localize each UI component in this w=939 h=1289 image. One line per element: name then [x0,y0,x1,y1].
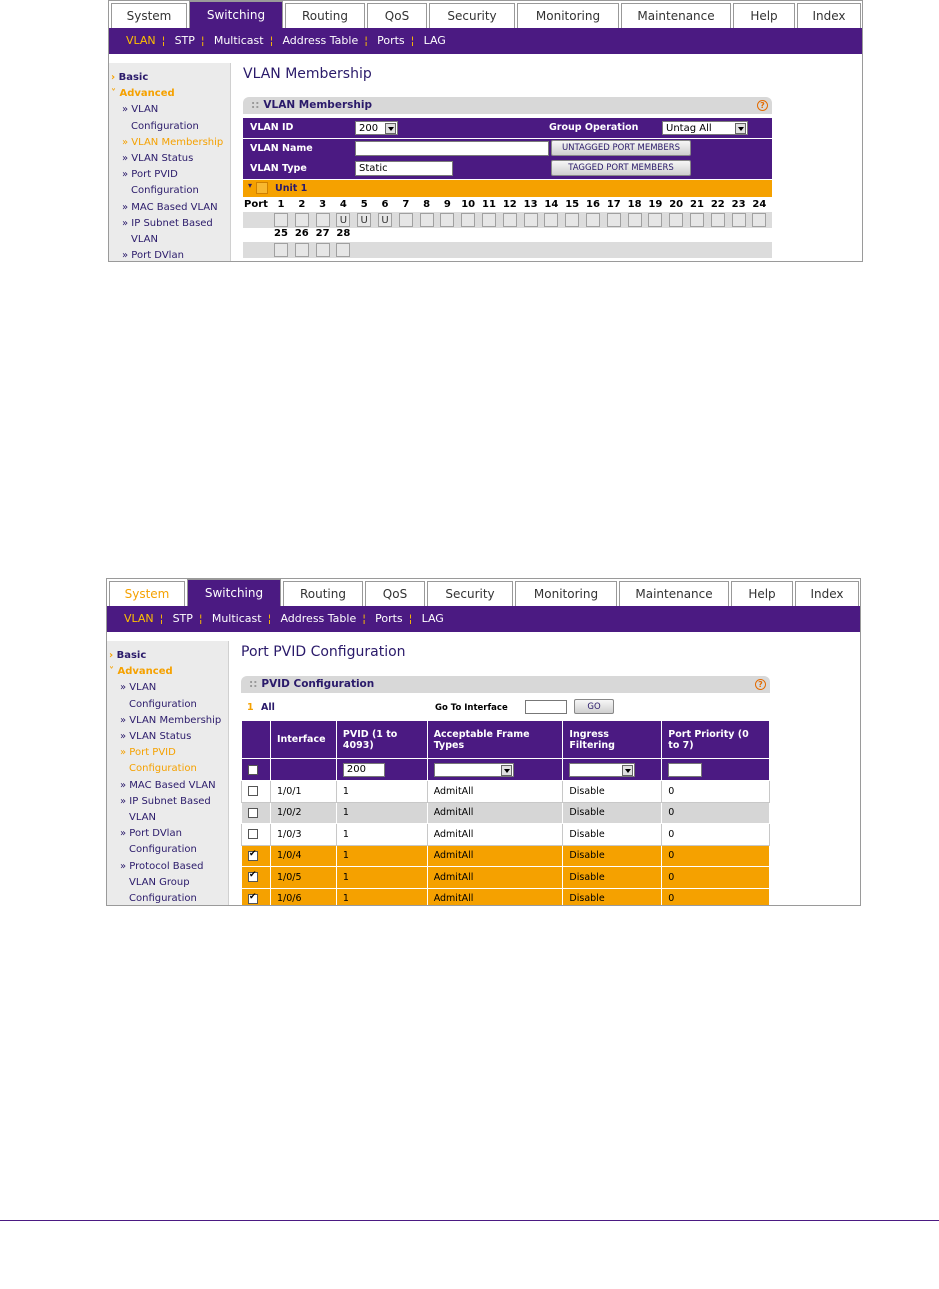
port-toggle[interactable] [336,243,350,257]
tab-switching[interactable]: Switching [189,1,283,28]
goto-interface-label: Go To Interface [435,703,508,713]
tab-routing[interactable]: Routing [285,3,365,28]
row-checkbox[interactable] [248,808,258,818]
pvid-table [241,720,770,906]
tab-qos[interactable]: QoS [367,3,427,28]
cell-pvid: 1 [336,802,427,824]
vlan-name-label: VLAN Name [250,143,313,154]
sidebar-item-label: Port PVID [129,747,176,759]
sidebar-item[interactable] [107,891,228,906]
sidebar-item-label: Configuration [129,763,197,775]
chevron-down-icon [501,765,512,776]
sidebar-item[interactable] [107,713,228,729]
sidebar-item-label: MAC Based VLAN [129,779,216,791]
port-toggle[interactable] [316,213,330,227]
sidebar-item-label: Advanced [117,666,173,678]
vlan-type-value: Static [355,161,453,176]
double-chevron-icon: » [120,795,130,807]
port-toggle[interactable] [544,213,558,227]
cell-interface: 1/0/3 [270,824,336,846]
port-number: 3 [319,199,327,210]
cell-interface: 1/0/2 [270,802,336,824]
group-operation-label: Group Operation [549,122,639,133]
left-menu [109,63,231,261]
tab-help[interactable]: Help [731,581,793,606]
cell-frame: AdmitAll [427,845,563,867]
cell-priority: 0 [662,824,770,846]
port-toggle[interactable]: U [336,213,350,227]
go-button[interactable]: GO [574,699,614,714]
tab-qos[interactable]: QoS [365,581,425,606]
edit-row [242,759,770,781]
subnav-ports[interactable]: Ports [377,34,405,47]
page-title: VLAN Membership [243,66,372,82]
tab-monitoring[interactable]: Monitoring [517,3,619,28]
unit-label: Unit 1 [275,183,308,194]
sub-nav: VLAN ¦ STP ¦ Multicast ¦ Address Table ¦ Ports ¦ LAG [107,606,860,632]
port-toggle[interactable] [274,243,288,257]
vlan-membership-screenshot [108,0,863,262]
sidebar-item[interactable] [109,167,230,183]
port-number: 13 [523,199,538,210]
vlan-name-row [243,139,772,159]
table-row[interactable] [242,888,770,906]
port-number: 1 [277,199,285,210]
double-chevron-icon: » [120,731,130,743]
table-row[interactable] [242,781,770,803]
port-toggle[interactable] [440,213,454,227]
port-number: 7 [402,199,410,210]
cell-pvid: 1 [336,781,427,803]
subnav-address-table[interactable]: Address Table [280,612,357,625]
port-number: 5 [360,199,368,210]
sidebar-item-label: VLAN [131,104,159,116]
port-toggle[interactable] [461,213,475,227]
vlan-type-row [243,159,772,179]
sidebar-item-label: Port DVlan [129,828,182,840]
help-icon[interactable]: ? [755,679,766,690]
sidebar-item-label: VLAN Status [129,731,192,743]
cell-interface: 1/0/5 [270,867,336,889]
subnav-lag[interactable]: LAG [423,34,446,47]
sidebar-item-label: Configuration [129,844,197,856]
header-frame-types: Acceptable Frame Types [427,721,563,759]
table-header-row [242,721,770,759]
double-chevron-icon: » [122,104,132,116]
subnav-stp[interactable]: STP [174,34,195,47]
subnav-address-table[interactable]: Address Table [282,34,359,47]
double-chevron-icon: » [122,136,132,148]
port-number: 26 [294,228,309,239]
sidebar-item-label: IP Subnet Based [131,217,213,229]
sidebar-item[interactable] [107,761,228,777]
port-number: 21 [690,199,704,210]
sidebar-item[interactable] [109,70,230,86]
row-checkbox[interactable] [248,851,258,861]
port-number: 10 [461,199,476,210]
sidebar-item[interactable] [107,680,228,696]
cell-interface: 1/0/1 [270,781,336,803]
sub-nav: VLAN ¦ STP ¦ Multicast ¦ Address Table ¦ Ports ¦ LAG [109,28,862,54]
unit-bar [243,180,772,197]
sidebar-item[interactable] [107,745,228,761]
port-toggle[interactable] [607,213,621,227]
cell-priority: 0 [662,888,770,906]
tab-index[interactable]: Index [797,3,861,28]
double-chevron-icon: » [120,747,130,759]
port-toggle[interactable] [669,213,683,227]
cell-priority: 0 [662,802,770,824]
double-chevron-icon: » [122,250,132,262]
chevron-right-icon: › [109,650,117,661]
cell-ingress: Disable [563,781,662,803]
sidebar-item[interactable] [109,151,230,167]
tab-maintenance[interactable]: Maintenance [619,581,729,606]
port-number: 20 [669,199,684,210]
tab-system[interactable]: System [109,581,185,606]
cell-ingress: Disable [563,888,662,906]
vlan-name-input[interactable] [355,141,549,156]
sidebar-item[interactable] [109,232,230,248]
table-row[interactable] [242,824,770,846]
double-chevron-icon: » [122,201,132,213]
tab-index[interactable]: Index [795,581,859,606]
header-interface: Interface [270,721,336,759]
cell-pvid: 1 [336,888,427,906]
port-toggle[interactable]: U [357,213,371,227]
footer-divider [0,1220,939,1221]
double-chevron-icon: » [122,153,132,165]
panel-title: VLAN Membership [263,99,372,111]
panel-header: :: VLAN Membership ? [243,97,772,114]
pvid-configuration-screenshot [106,578,861,906]
port-toggle[interactable] [399,213,413,227]
tab-security[interactable]: Security [429,3,515,28]
port-number: 27 [315,228,330,239]
port-toggle[interactable] [295,243,309,257]
port-number: 12 [502,199,517,210]
cell-pvid: 1 [336,867,427,889]
cell-frame: AdmitAll [427,888,563,906]
sidebar-item[interactable] [109,135,230,151]
tab-routing[interactable]: Routing [283,581,363,606]
tab-help[interactable]: Help [733,3,795,28]
cell-ingress: Disable [563,824,662,846]
sidebar-item-label: Protocol Based [129,860,204,872]
double-chevron-icon: » [120,714,130,726]
sidebar-item-label: Advanced [119,88,175,100]
port-number: 8 [423,199,431,210]
port-toggle[interactable] [316,243,330,257]
tab-maintenance[interactable]: Maintenance [621,3,731,28]
cell-ingress: Disable [563,802,662,824]
cell-pvid: 1 [336,845,427,867]
filter-all[interactable]: All [261,702,275,713]
cell-interface: 1/0/4 [270,845,336,867]
sidebar-item[interactable] [107,875,228,891]
header-ingress-filtering: Ingress Filtering [563,721,662,759]
port-number: 22 [710,199,725,210]
port-toggle[interactable] [524,213,538,227]
sidebar-item-label: VLAN [129,812,156,824]
frame-types-select[interactable] [434,763,514,777]
cell-frame: AdmitAll [427,802,563,824]
port-number: 9 [443,199,451,210]
port-number: 4 [339,199,347,210]
vlan-type-label: VLAN Type [250,163,307,174]
port-number: 6 [381,199,389,210]
sidebar-item[interactable] [109,216,230,232]
sidebar-item-label: Configuration [129,893,197,905]
sidebar-item-label: VLAN Membership [129,714,222,726]
sidebar-item-label: VLAN Group [129,876,190,888]
sidebar-item[interactable] [107,648,228,664]
port-toggle[interactable] [690,213,704,227]
port-toggle[interactable] [420,213,434,227]
port-toggle[interactable] [711,213,725,227]
tagged-port-members-button[interactable]: TAGGED PORT MEMBERS [551,160,691,176]
port-priority-input[interactable] [668,763,702,777]
untagged-port-members-button[interactable]: UNTAGGED PORT MEMBERS [551,140,691,156]
sidebar-item-label: Configuration [129,698,197,710]
port-toggle[interactable]: U [378,213,392,227]
page-title: Port PVID Configuration [241,644,406,660]
header-port-priority: Port Priority (0 to 7) [662,721,770,759]
filter-bar [241,694,770,720]
double-chevron-icon: » [120,682,130,694]
cell-priority: 0 [662,867,770,889]
chevron-down-icon [735,123,746,134]
header-select [242,721,271,759]
tab-monitoring[interactable]: Monitoring [515,581,617,606]
port-number: 24 [752,199,767,210]
panel-title: PVID Configuration [261,678,375,690]
help-icon[interactable]: ? [757,100,768,111]
filter-unit-1[interactable]: 1 [247,702,254,713]
port-number: 18 [627,199,642,210]
sidebar-item[interactable] [107,778,228,794]
vlan-id-label: VLAN ID [250,122,294,133]
sidebar-item[interactable] [109,86,230,102]
subnav-vlan[interactable]: VLAN [126,34,156,47]
subnav-vlan[interactable]: VLAN [124,612,154,625]
top-nav [107,579,860,606]
chevron-down-icon: ˅ [111,88,120,100]
tab-system[interactable]: System [111,3,187,28]
vlan-id-row [243,118,772,138]
sidebar-item[interactable] [107,859,228,875]
port-toggle[interactable] [752,213,766,227]
table-row[interactable] [242,845,770,867]
chevron-right-icon: › [111,72,119,83]
port-toggle[interactable] [732,213,746,227]
port-toggle[interactable] [274,213,288,227]
sidebar-item-label: Port PVID [131,169,178,181]
tab-switching[interactable]: Switching [187,579,281,606]
port-toggle[interactable] [503,213,517,227]
row-checkbox[interactable] [248,786,258,796]
cell-ingress: Disable [563,867,662,889]
port-number: 11 [482,199,496,210]
sidebar-item-label: Configuration [131,185,199,197]
double-chevron-icon: » [120,779,130,791]
pvid-input[interactable]: 200 [343,763,385,777]
port-number: 28 [336,228,351,239]
subnav-multicast[interactable]: Multicast [213,34,264,47]
chevron-down-icon [385,123,396,134]
double-chevron-icon: » [122,217,132,229]
cell-ingress: Disable [563,845,662,867]
cell-pvid: 1 [336,824,427,846]
cell-frame: AdmitAll [427,867,563,889]
cell-priority: 0 [662,781,770,803]
port-toggle[interactable] [482,213,496,227]
select-all-checkbox[interactable] [248,765,258,775]
double-chevron-icon: » [120,860,130,872]
sidebar-item[interactable] [107,810,228,826]
subnav-multicast[interactable]: Multicast [211,612,262,625]
row-checkbox[interactable] [248,829,258,839]
port-number: 14 [544,199,559,210]
double-chevron-icon: » [122,169,132,181]
sidebar-item-label: Basic [116,650,147,661]
chevron-down-icon [622,765,633,776]
port-number: 15 [565,199,580,210]
sidebar-item[interactable] [107,826,228,842]
port-number: 16 [586,199,600,210]
port-number: 23 [731,199,746,210]
sidebar-item[interactable] [109,119,230,135]
sidebar-item-label: Port DVlan [131,250,184,262]
ingress-filtering-select[interactable] [569,763,635,777]
sidebar-item[interactable] [109,200,230,216]
row-checkbox[interactable] [248,894,258,904]
panel-header: :: PVID Configuration ? [241,676,770,693]
port-number: 2 [298,199,306,210]
port-toggle[interactable] [295,213,309,227]
port-toggle[interactable] [565,213,579,227]
sidebar-item[interactable] [109,248,230,262]
subnav-lag[interactable]: LAG [421,612,444,625]
goto-interface-input[interactable] [525,700,567,714]
unit-checkbox[interactable] [256,182,268,194]
sidebar-item-label: VLAN Membership [131,136,224,148]
sidebar-item-label: IP Subnet Based [129,795,211,807]
port-number: 25 [274,228,288,239]
port-number: 17 [606,199,621,210]
subnav-ports[interactable]: Ports [375,612,403,625]
sidebar-item-label: VLAN [131,234,158,246]
sidebar-item-label: VLAN Status [131,153,194,165]
cell-priority: 0 [662,845,770,867]
port-label: Port [244,199,268,210]
sidebar-item-label: VLAN [129,682,157,694]
vlan-id-select[interactable]: 200 [355,121,398,135]
port-number: 19 [648,199,663,210]
sidebar-item-label: MAC Based VLAN [131,201,218,213]
left-menu [107,641,229,905]
cell-frame: AdmitAll [427,781,563,803]
table-row[interactable] [242,867,770,889]
table-row[interactable] [242,802,770,824]
top-nav [109,1,862,28]
sidebar-item[interactable] [107,697,228,713]
header-pvid: PVID (1 to 4093) [336,721,427,759]
sidebar-item[interactable] [107,664,228,680]
port-toggle[interactable] [648,213,662,227]
row-checkbox[interactable] [248,872,258,882]
port-toggle[interactable] [586,213,600,227]
cell-frame: AdmitAll [427,824,563,846]
chevron-down-icon: ˅ [109,666,118,678]
sidebar-item[interactable] [107,842,228,858]
subnav-stp[interactable]: STP [172,612,193,625]
tab-security[interactable]: Security [427,581,513,606]
group-operation-select[interactable]: Untag All [662,121,748,135]
sidebar-item[interactable] [109,183,230,199]
sidebar-item-label: Configuration [131,120,199,132]
expand-arrow-icon[interactable]: ▾ [248,181,253,190]
sidebar-item[interactable] [109,102,230,118]
sidebar-item[interactable] [107,729,228,745]
double-chevron-icon: » [120,828,130,840]
port-toggle[interactable] [628,213,642,227]
sidebar-item-label: Basic [118,72,149,83]
sidebar-item[interactable] [107,794,228,810]
cell-interface: 1/0/6 [270,888,336,906]
